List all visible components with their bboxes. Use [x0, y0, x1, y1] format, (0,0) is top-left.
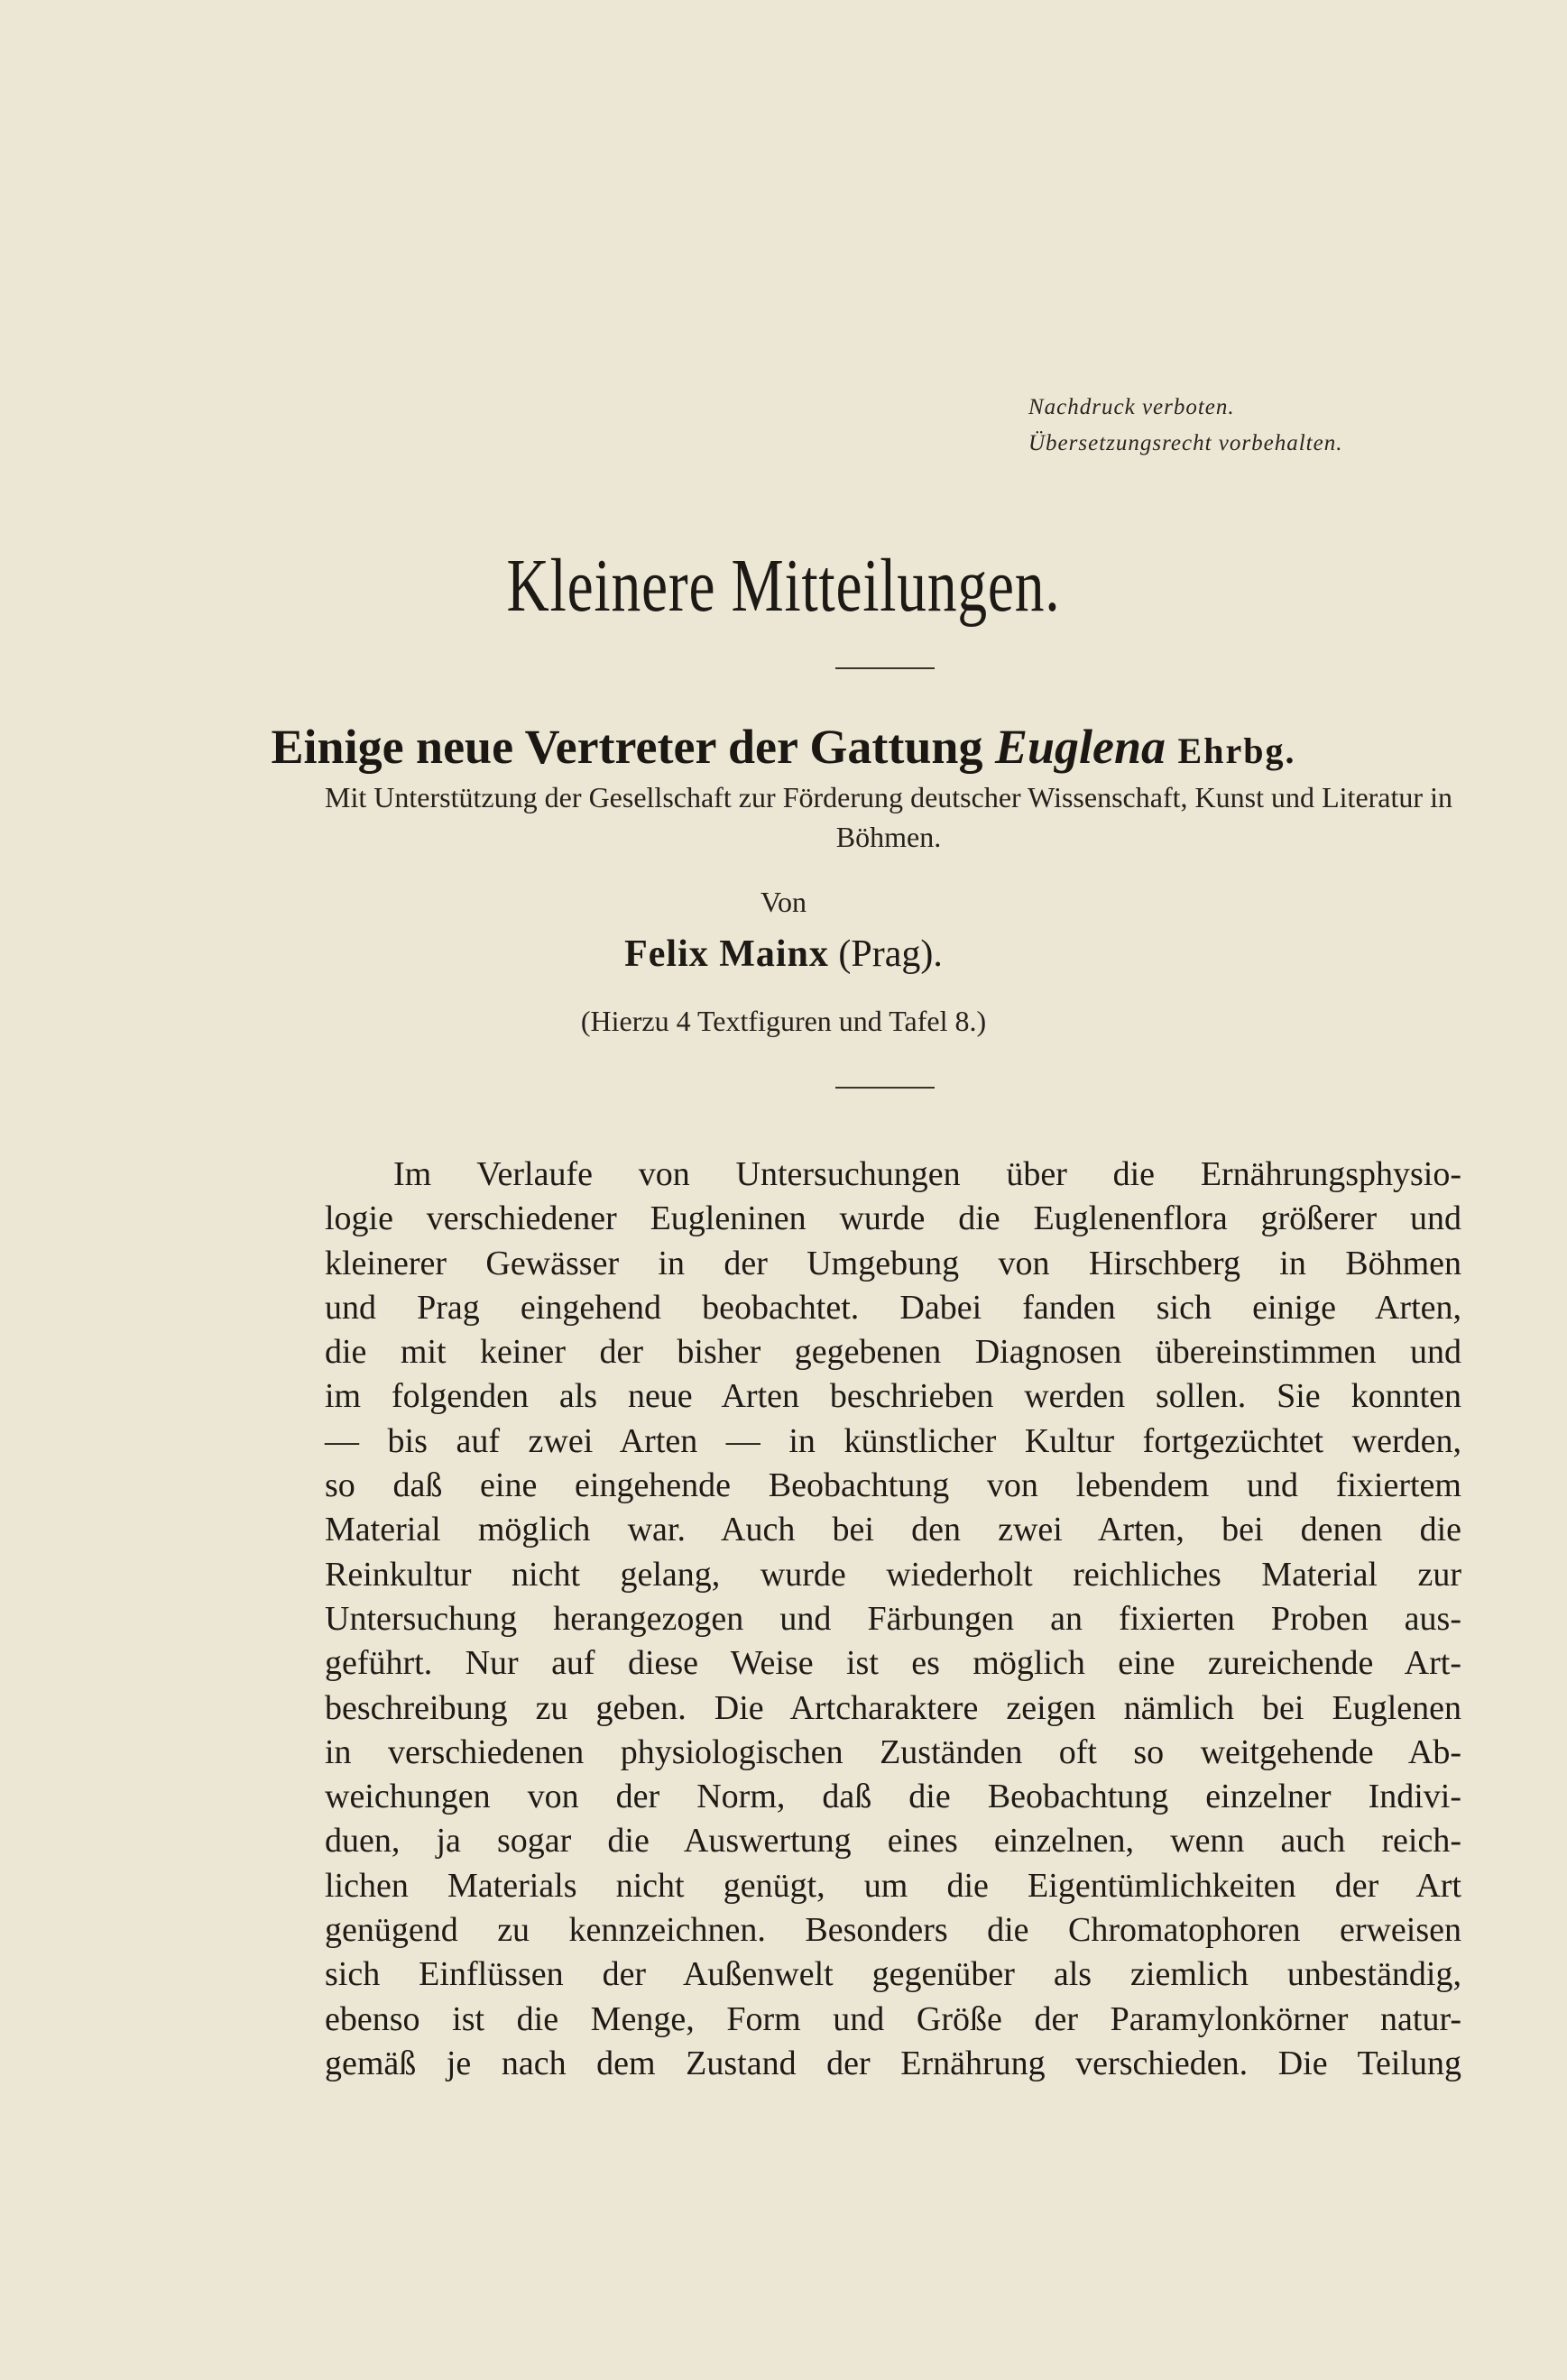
copyright-notice: [1028, 390, 1407, 462]
byline-von: Von: [760, 886, 807, 918]
body-line: Im Verlaufe von Untersuchungen über die Ernährungsphysio-: [393, 1155, 1461, 1193]
article-title-authority: Ehrbg.: [1177, 731, 1296, 771]
body-line: im folgenden als neue Arten beschrieben werden sollen. Sie konnten: [325, 1377, 1461, 1416]
notice-translation-line: Übersetzungsrecht vorbehalten.: [1028, 431, 1343, 455]
section-title: Kleinere Mitteilungen.: [506, 544, 1061, 628]
funding-note: Mit Unterstützung der Gesellschaft zur Förderung deutscher Wissenschaft, Kunst und Literatur in Böhmen.: [325, 781, 1452, 853]
body-line: beschreibung zu geben. Die Artcharaktere zeigen nämlich bei Euglenen: [325, 1688, 1461, 1727]
body-line: logie verschiedener Eugleninen wurde die Euglenenflora größerer und: [325, 1199, 1461, 1238]
body-line: so daß eine eingehende Beobachtung von lebendem und fixiertem: [325, 1466, 1461, 1505]
body-line: Untersuchung herangezogen und Färbungen an fixierten Proben aus-: [325, 1599, 1461, 1638]
body-line: geführt. Nur auf diese Weise ist es möglich eine zureichende Art-: [325, 1644, 1461, 1683]
body-line: ebenso ist die Menge, Form und Größe der Paramylonkörner natur-: [325, 1999, 1461, 2038]
body-line: die mit keiner der bisher gegebenen Diagnosen übereinstimmen und: [325, 1333, 1461, 1372]
body-line: Reinkultur nicht gelang, wurde wiederholt reichliches Material zur: [325, 1555, 1461, 1594]
body-line: lichen Materials nicht genügt, um die Eigentümlichkeiten der Art: [325, 1866, 1461, 1905]
divider-rule: [835, 1087, 935, 1089]
author-place: (Prag).: [838, 933, 943, 975]
divider-rule: [835, 667, 935, 669]
body-line: gemäß je nach dem Zustand der Ernährung verschieden. Die Teilung: [325, 2044, 1461, 2082]
figures-note: (Hierzu 4 Textfiguren und Tafel 8.): [580, 1005, 987, 1037]
body-text: [325, 1153, 1461, 2086]
author-line: [0, 929, 1567, 979]
body-line: und Prag eingehend beobachtet. Dabei fanden sich einige Arten,: [325, 1288, 1461, 1327]
body-line: genügend zu kennzeichnen. Besonders die Chromatophoren erweisen: [325, 1911, 1461, 1950]
body-line: duen, ja sogar die Auswertung eines einzelnen, wenn auch reich-: [325, 1822, 1461, 1861]
author-name: Felix Mainx: [624, 933, 829, 975]
body-line: Material möglich war. Auch bei den zwei Arten, bei denen die: [325, 1511, 1461, 1549]
body-line: weichungen von der Norm, daß die Beobachtung einzelner Indivi-: [325, 1778, 1461, 1816]
body-line: kleinerer Gewässer in der Umgebung von Hirschberg in Böhmen: [325, 1244, 1461, 1282]
article-title-prefix: Einige neue Vertreter der Gattung: [271, 720, 983, 774]
body-line: in verschiedenen physiologischen Zuständen oft so weitgehende Ab-: [325, 1732, 1461, 1771]
body-line: sich Einflüssen der Außenwelt gegenüber als ziemlich unbeständig,: [325, 1955, 1461, 1994]
body-line: — bis auf zwei Arten — in künstlicher Kultur fortgezüchtet werden,: [325, 1421, 1461, 1460]
notice-reprint-line: Nachdruck verboten.: [1028, 395, 1235, 419]
article-title-genus: Euglena: [994, 720, 1166, 774]
article-title: [0, 717, 1567, 781]
